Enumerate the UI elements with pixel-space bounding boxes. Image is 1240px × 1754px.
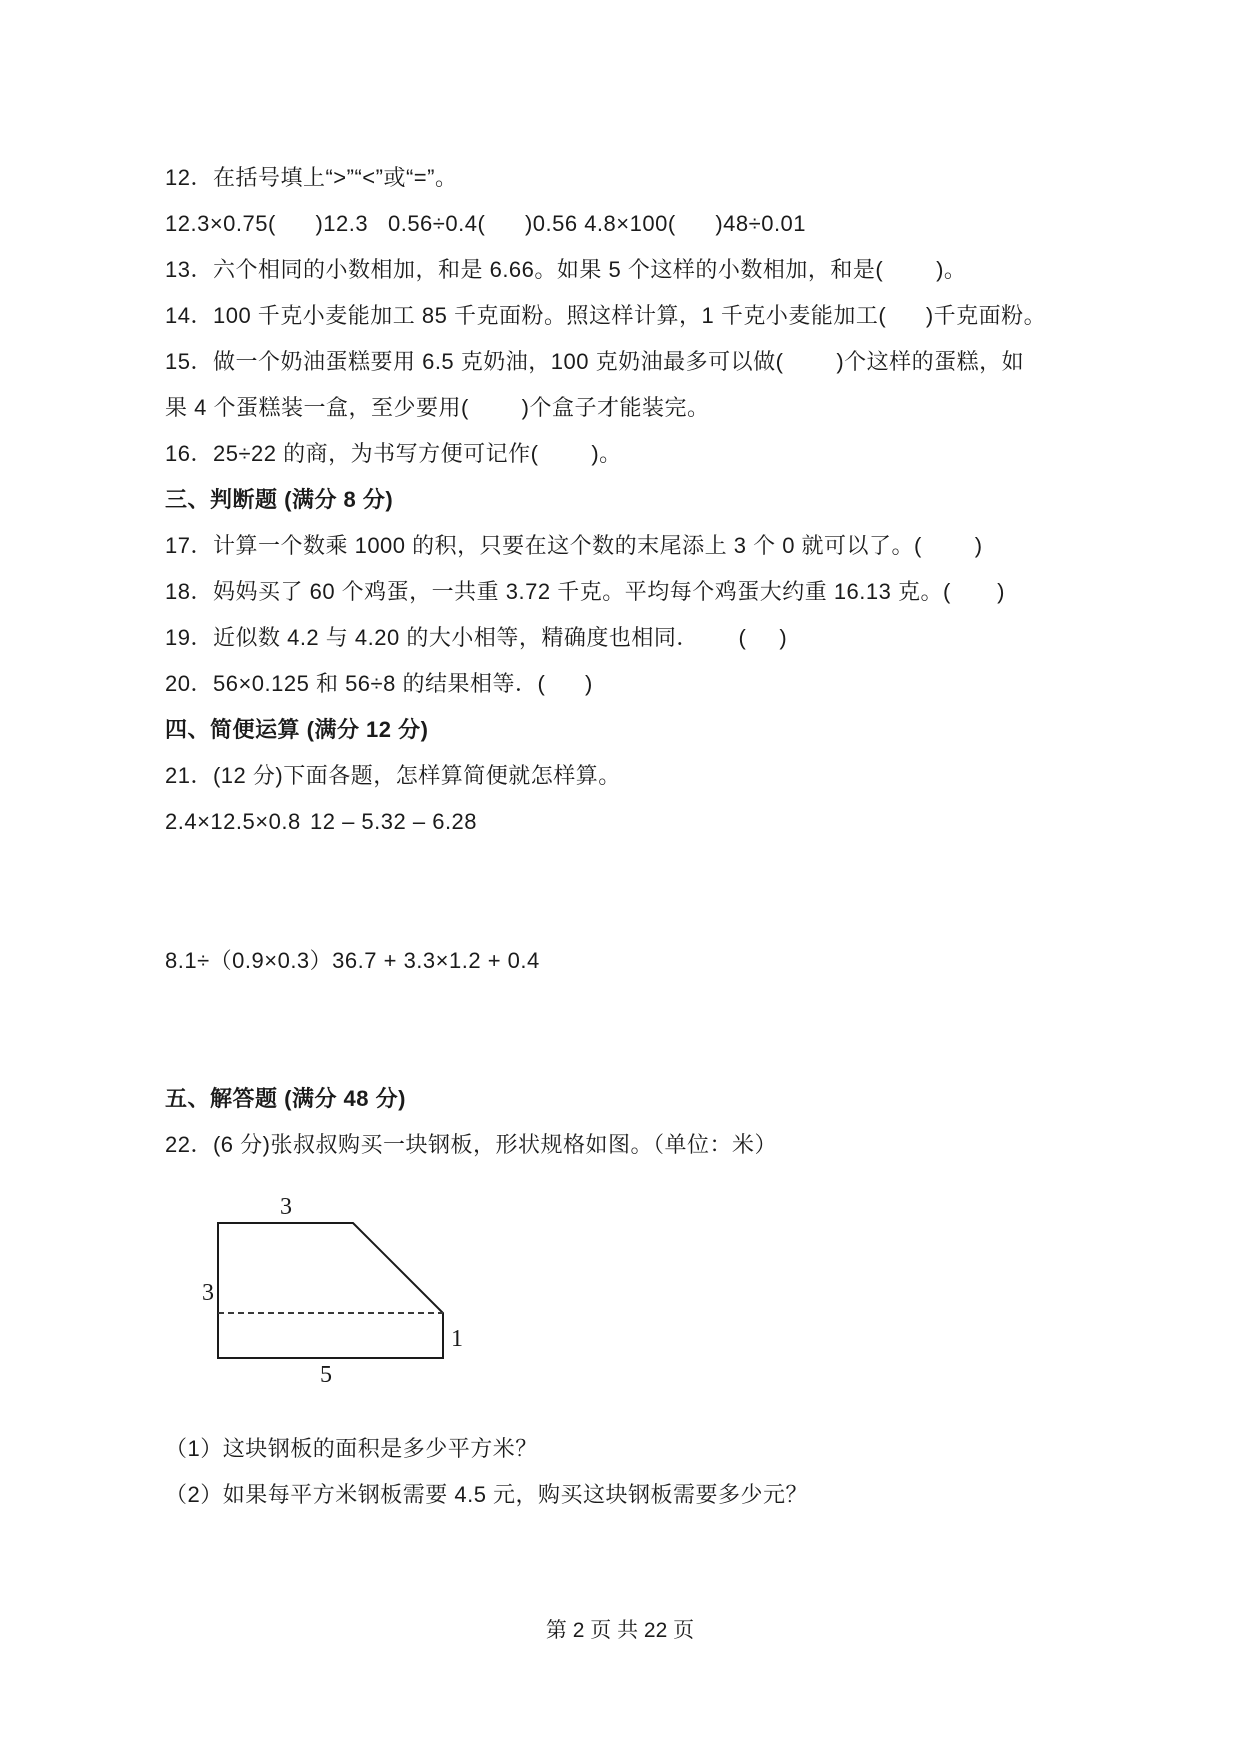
question-line: （1）这块钢板的面积是多少平方米？ — [165, 1436, 538, 1461]
question-line: （2）如果每平方米钢板需要 4.5 元，购买这块钢板需要多少元？ — [165, 1482, 809, 1507]
question-line: 17．计算一个数乘 1000 的积，只要在这个数的末尾添上 3 个 0 就可以了。( ) — [165, 533, 983, 558]
section-header: 五、解答题 (满分 48 分) — [165, 1086, 406, 1111]
dimension-label-left: 3 — [202, 1280, 214, 1306]
answer-workspace — [165, 984, 1085, 1076]
question-line: 15．做一个奶油蛋糕要用 6.5 克奶油，100 克奶油最多可以做( )个这样的蛋糕，如 — [165, 349, 1025, 374]
dimension-label-top: 3 — [280, 1194, 292, 1220]
question-line: 12．在括号填上“>”“<”或“=”。 — [165, 165, 458, 190]
dimension-label-right: 1 — [451, 1326, 463, 1352]
section-header: 四、简便运算 (满分 12 分) — [165, 717, 429, 742]
question-line: 18．妈妈买了 60 个鸡蛋，一共重 3.72 千克。平均每个鸡蛋大约重 16.13 克。( ) — [165, 579, 1005, 604]
expression: 2.4×12.5×0.8 — [165, 809, 301, 834]
document-body — [165, 155, 1085, 1518]
expression: 8.1÷（0.9×0.3） — [165, 948, 333, 973]
answer-workspace — [165, 845, 1085, 938]
question-line: 果 4 个蛋糕装一盒，至少要用( )个盒子才能装完。 — [165, 395, 710, 420]
section-header: 三、判断题 (满分 8 分) — [165, 487, 394, 512]
expression: 12 – 5.32 – 6.28 — [310, 809, 478, 834]
expression: 36.7 + 3.3×1.2 + 0.4 — [332, 948, 540, 973]
answer-workspace — [165, 1388, 1085, 1426]
dimension-label-bottom: 5 — [320, 1362, 332, 1388]
question-line: 20．56×0.125 和 56÷8 的结果相等．( ) — [165, 671, 593, 696]
question-line: 13．六个相同的小数相加，和是 6.66。如果 5 个这样的小数相加，和是( )。 — [165, 257, 967, 282]
question-line: 19．近似数 4.2 与 4.20 的大小相等，精确度也相同． ( ) — [165, 625, 788, 650]
question-line: 22．(6 分)张叔叔购买一块钢板，形状规格如图。（单位：米） — [165, 1132, 777, 1157]
plate-outline — [218, 1223, 443, 1358]
question-line: 21．(12 分)下面各题，怎样算简便就怎样算。 — [165, 763, 621, 788]
steel-plate-diagram — [198, 1188, 488, 1388]
question-line: 12.3×0.75( )12.3 0.56÷0.4( )0.56 4.8×100( )48÷0.01 — [165, 211, 807, 236]
math-expression-row — [165, 799, 1085, 845]
question-line: 14．100 千克小麦能加工 85 千克面粉。照这样计算，1 千克小麦能加工( )千克面粉。 — [165, 303, 1047, 328]
steel-plate-figure — [198, 1188, 1085, 1388]
math-expression-row — [165, 938, 1085, 984]
page-footer: 第 2 页 共 22 页 — [545, 1619, 695, 1642]
question-line: 16．25÷22 的商，为书写方便可记作( )。 — [165, 441, 622, 466]
